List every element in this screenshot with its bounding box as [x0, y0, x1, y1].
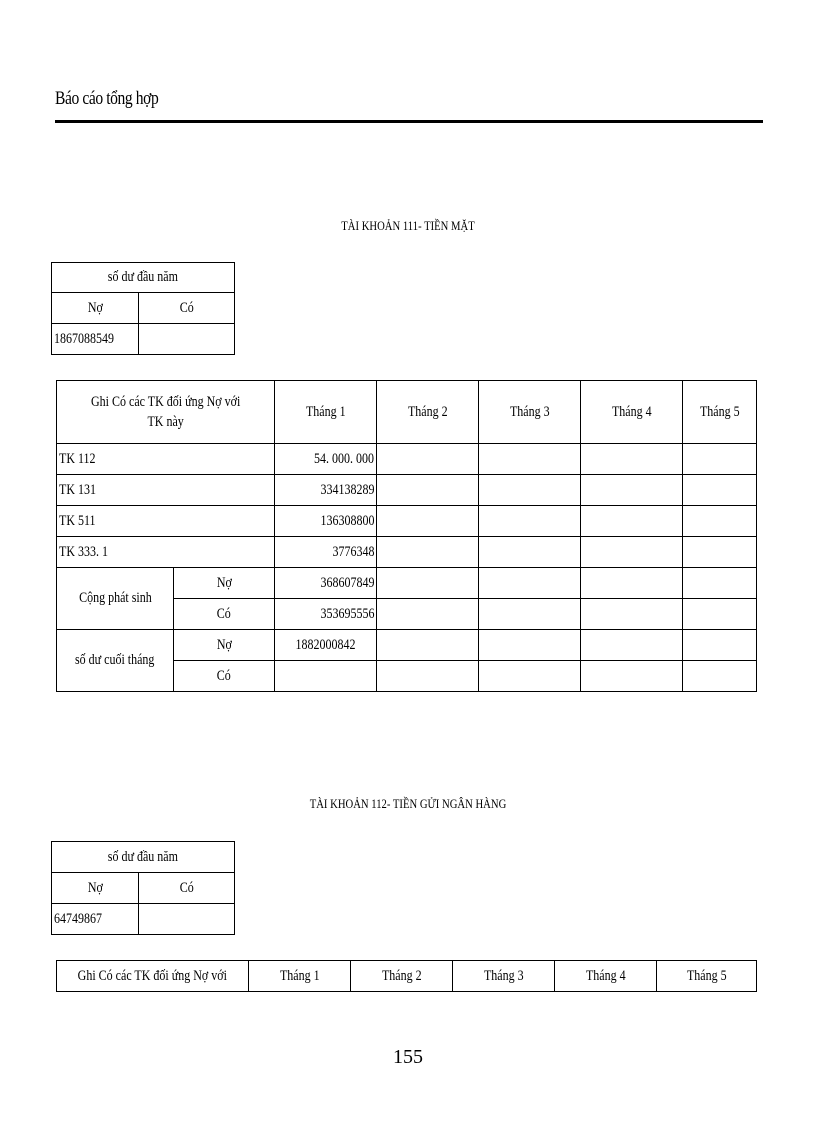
table-row [57, 506, 757, 537]
table-row [57, 630, 757, 661]
ledger-account-name: TK 112 [57, 444, 275, 475]
opening-balance-label: số dư đầu năm [52, 263, 235, 293]
closing-label: số dư cuối tháng [57, 630, 174, 692]
totals-credit-label: Có [174, 599, 275, 630]
page-number: 155 [393, 1046, 423, 1068]
ledger-account-name: TK 131 [57, 475, 275, 506]
opening-credit-label: Có [139, 293, 235, 324]
ledger-header-month: Tháng 2 [377, 381, 479, 444]
ledger-header-month: Tháng 1 [249, 961, 351, 992]
opening-debit-label: Nợ [52, 293, 139, 324]
table-row [57, 475, 757, 506]
section1-ledger-table [56, 380, 757, 692]
ledger-month1-value: 3776348 [275, 537, 377, 568]
ledger-header-month: Tháng 5 [683, 381, 757, 444]
totals-debit-month1: 368607849 [275, 568, 377, 599]
section2-opening-balance-table [51, 841, 235, 935]
ledger-month1-value: 136308800 [275, 506, 377, 537]
ledger-header-month: Tháng 5 [657, 961, 757, 992]
ledger-header-month: Tháng 4 [581, 381, 683, 444]
ledger-account-name: TK 511 [57, 506, 275, 537]
ledger-account-name: TK 333. 1 [57, 537, 275, 568]
section1-title: TÀI KHOẢN 111- TIỀN MẶT [341, 218, 475, 233]
totals-debit-label: Nợ [174, 568, 275, 599]
totals-credit-month1: 353695556 [275, 599, 377, 630]
opening-debit-label: Nợ [52, 873, 139, 904]
ledger-header-month: Tháng 3 [453, 961, 555, 992]
section1-opening-balance-table [51, 262, 235, 355]
totals-label: Cộng phát sinh [57, 568, 174, 630]
closing-credit-label: Có [174, 661, 275, 692]
closing-debit-month1: 1882000842 [275, 630, 377, 661]
opening-balance-label: số dư đầu năm [52, 842, 235, 873]
table-row [57, 568, 757, 599]
opening-credit-label: Có [139, 873, 235, 904]
table-row [57, 444, 757, 475]
ledger-header-accounts: Ghi Có các TK đối ứng Nợ với [57, 961, 249, 992]
ledger-header-month: Tháng 1 [275, 381, 377, 444]
closing-credit-month1 [275, 661, 377, 692]
opening-credit-value [139, 904, 235, 935]
ledger-month1-value: 334138289 [275, 475, 377, 506]
section2-ledger-table [56, 960, 757, 992]
section2-title: TÀI KHOẢN 112- TIỀN GỬI NGÂN HÀNG [309, 796, 507, 811]
ledger-header-month: Tháng 2 [351, 961, 453, 992]
opening-debit-value: 64749867 [52, 904, 139, 935]
ledger-month1-value: 54. 000. 000 [275, 444, 377, 475]
ledger-header-accounts: Ghi Có các TK đối ứng Nợ với TK này [57, 381, 275, 444]
header-divider [55, 120, 763, 123]
closing-debit-label: Nợ [174, 630, 275, 661]
page-header-title: Báo cáo tổng hợp [55, 88, 159, 109]
ledger-header-month: Tháng 4 [555, 961, 657, 992]
opening-debit-value: 1867088549 [52, 324, 139, 355]
opening-credit-value [139, 324, 235, 355]
ledger-header-month: Tháng 3 [479, 381, 581, 444]
table-row [57, 537, 757, 568]
